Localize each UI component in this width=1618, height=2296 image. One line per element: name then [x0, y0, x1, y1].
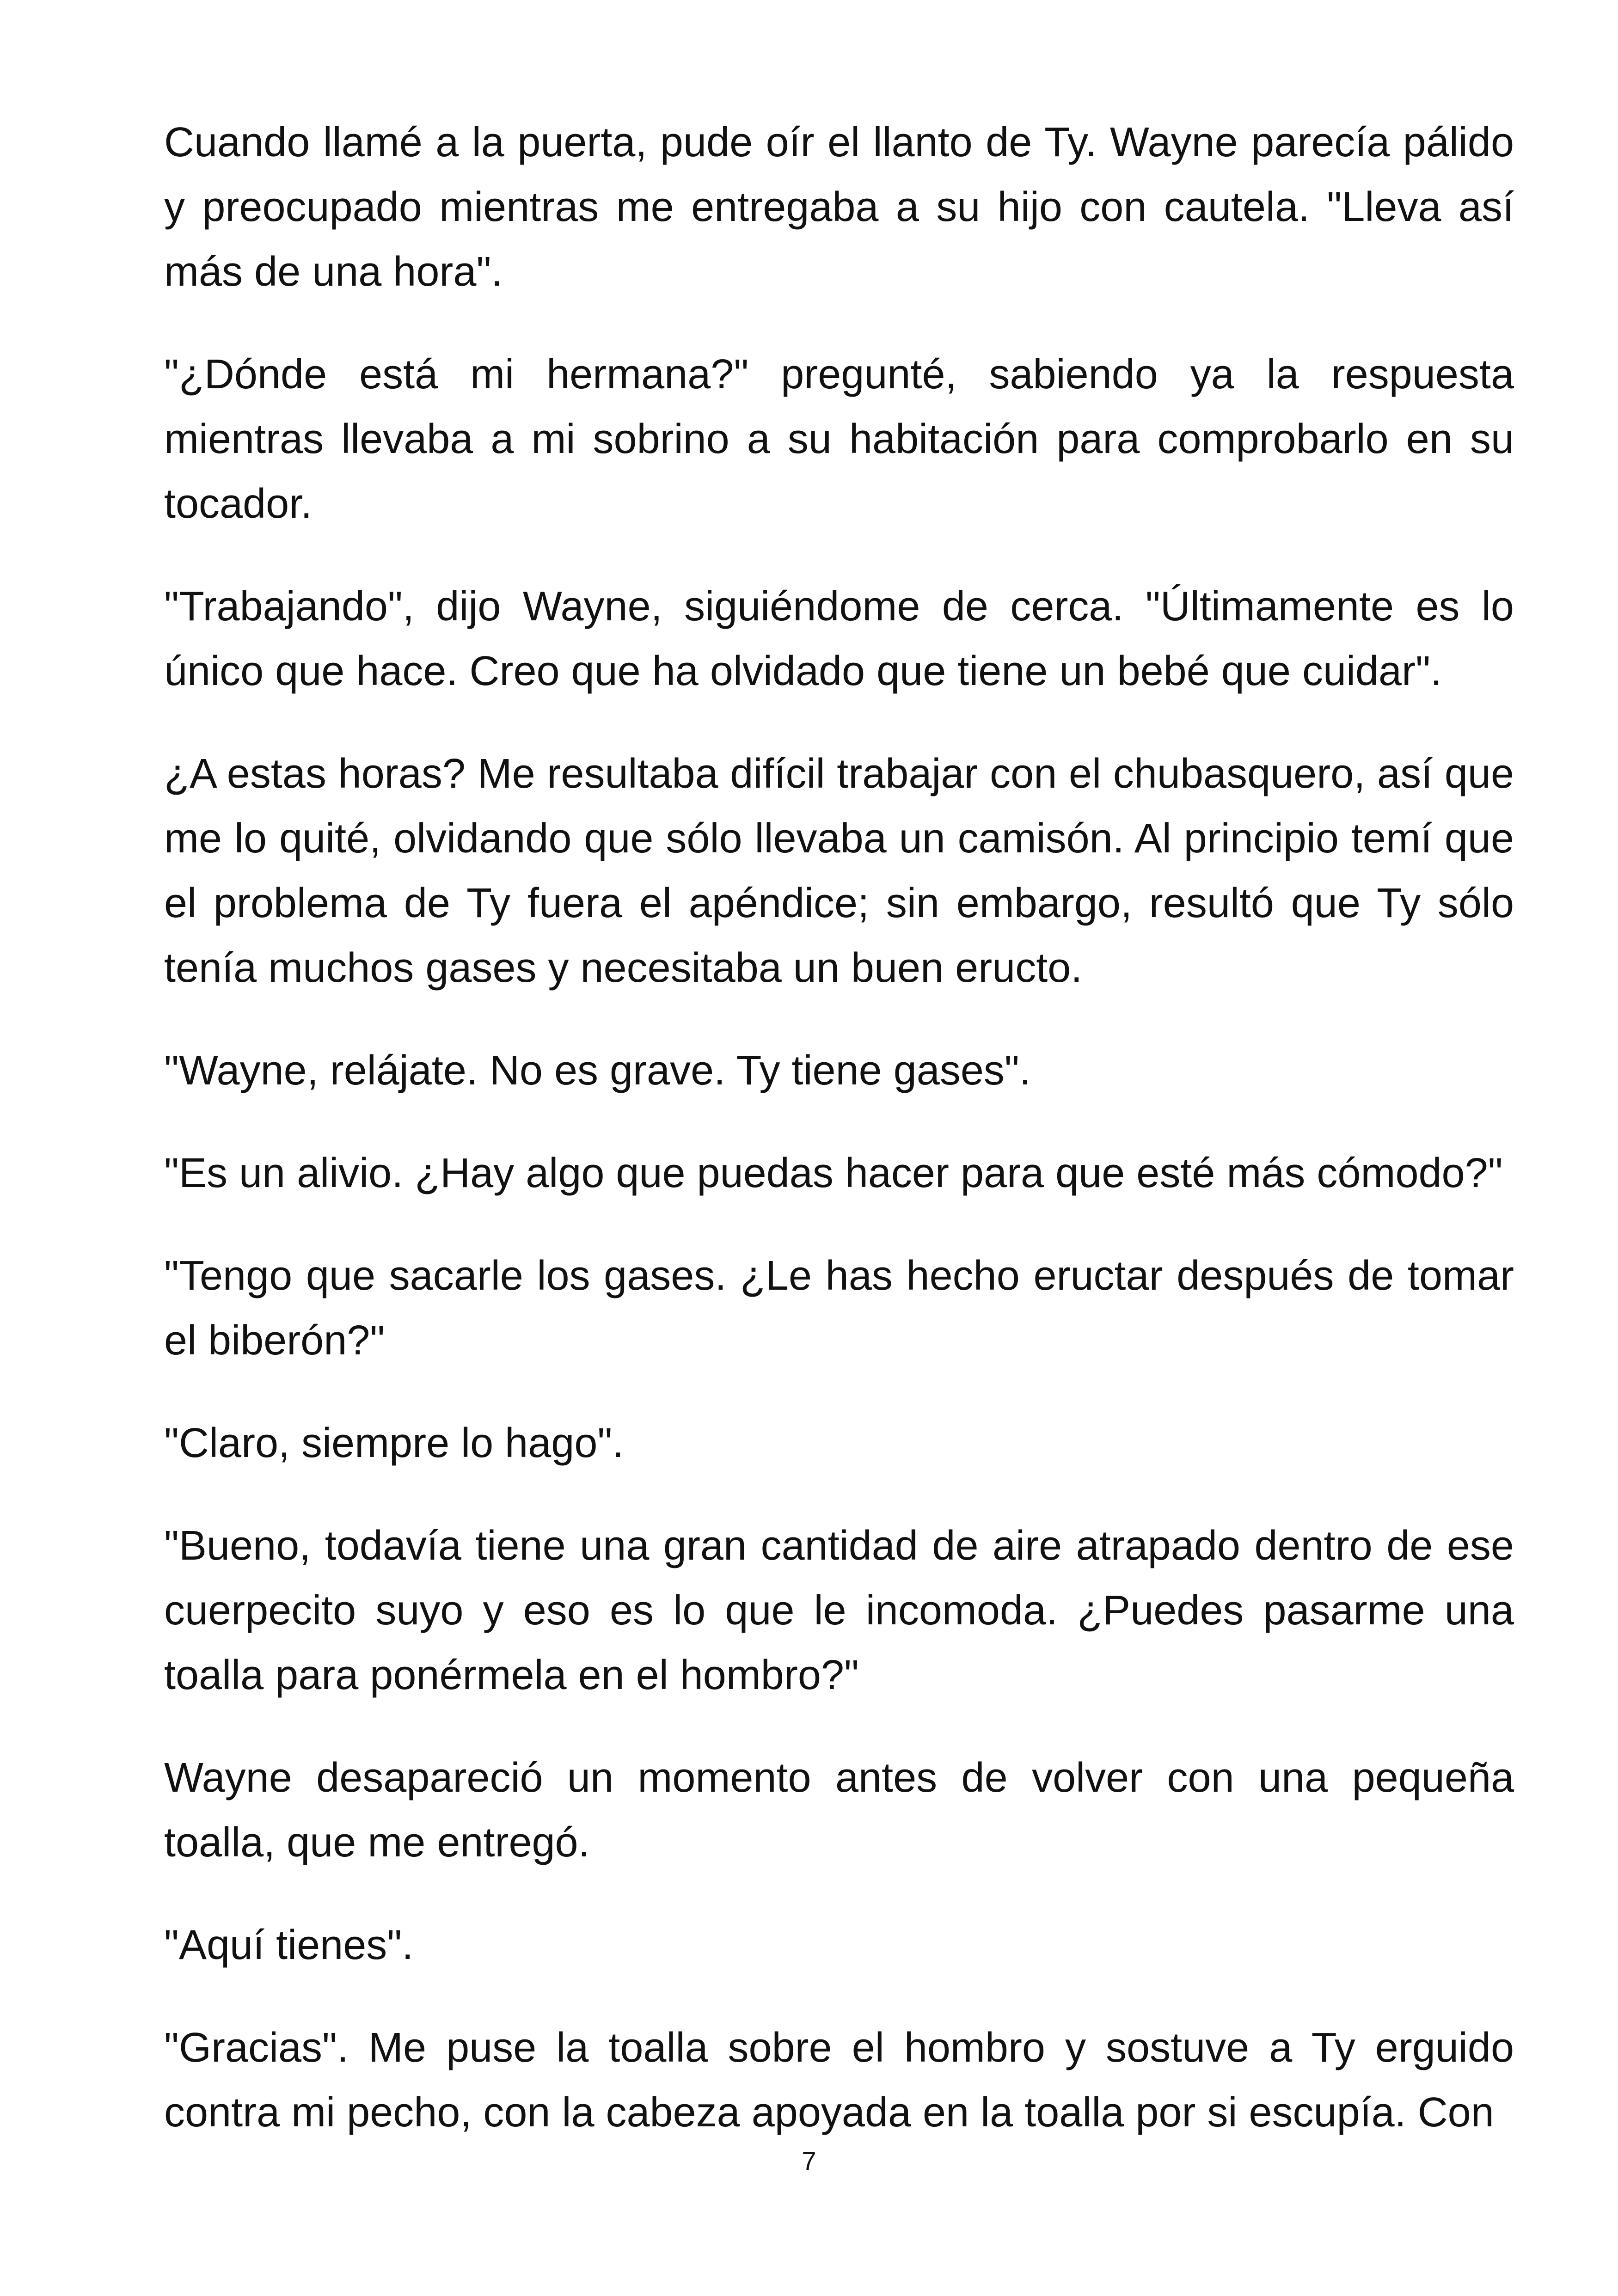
body-text — [164, 110, 1514, 2183]
paragraph: "Claro, siempre lo hago". — [164, 1420, 624, 1466]
paragraph: Wayne desapareció un momento antes de volver con una pequeña toalla, que me entregó. — [164, 1755, 1514, 1866]
paragraph: ¿A estas horas? Me resultaba difícil trabajar con el chubasquero, así que me lo quité, olvidando que sólo llevaba un camisón. Al principio temí que el problema de Ty fuera el apéndice; sin embargo, resultó que Ty sólo tenía muchos gases y necesitaba un buen eructo. — [164, 751, 1514, 991]
paragraph: "Es un alivio. ¿Hay algo que puedas hacer para que esté más cómodo?" — [164, 1150, 1503, 1196]
paragraph: "Gracias". Me puse la toalla sobre el hombro y sostuve a Ty erguido contra mi pecho, con la cabeza apoyada en la toalla por si escupía. Con — [164, 2025, 1514, 2136]
paragraph: "Aquí tienes". — [164, 1922, 414, 1968]
paragraph: "Bueno, todavía tiene una gran cantidad de aire atrapado dentro de ese cuerpecito suyo y eso es lo que le incomoda. ¿Puedes pasarme una toalla para ponérmela en el hombro?" — [164, 1523, 1514, 1698]
paragraph: "Tengo que sacarle los gases. ¿Le has hecho eructar después de tomar el biberón?" — [164, 1253, 1514, 1364]
paragraph: "Wayne, relájate. No es grave. Ty tiene gases". — [164, 1047, 1031, 1094]
paragraph: "¿Dónde está mi hermana?" pregunté, sabiendo ya la respuesta mientras llevaba a mi sobrino a su habitación para comprobarlo en su tocador. — [164, 351, 1514, 527]
paragraph: Cuando llamé a la puerta, pude oír el llanto de Ty. Wayne parecía pálido y preocupado mientras me entregaba a su hijo con cautela. "Lleva así más de una hora". — [164, 119, 1514, 295]
page-number: 7 — [802, 2146, 816, 2175]
paragraph: "Trabajando", dijo Wayne, siguiéndome de cerca. "Últimamente es lo único que hace. Creo que ha olvidado que tiene un bebé que cuidar". — [164, 583, 1514, 694]
